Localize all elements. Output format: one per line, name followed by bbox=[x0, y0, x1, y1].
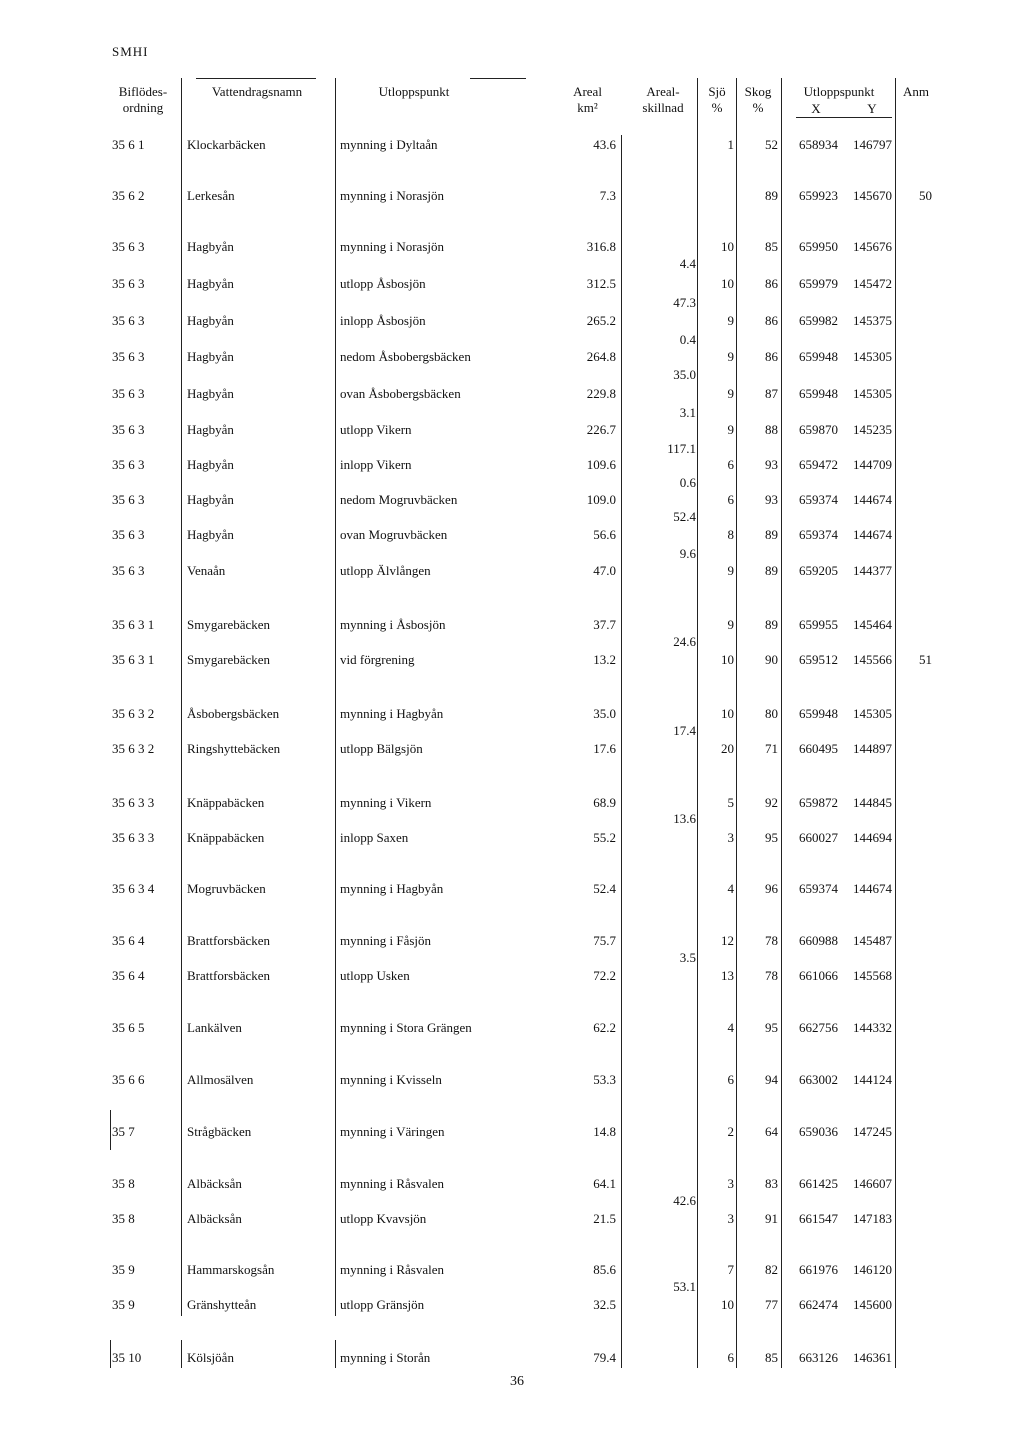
outlet-point-cell: mynning i Storån bbox=[340, 1350, 431, 1365]
col-x-header: X bbox=[811, 101, 821, 116]
order-cell: 35 6 3 bbox=[112, 563, 145, 578]
area-cell: 265.2 bbox=[586, 313, 616, 328]
lake-percent-cell: 4 bbox=[727, 1020, 734, 1035]
coord-y-cell: 144377 bbox=[853, 563, 892, 578]
outlet-point-cell: utlopp Åsbosjön bbox=[340, 276, 426, 291]
coord-y-cell: 144124 bbox=[853, 1072, 892, 1087]
forest-percent-cell: 94 bbox=[765, 1072, 778, 1087]
area-cell: 68.9 bbox=[593, 795, 616, 810]
stream-name-cell: Strågbäcken bbox=[187, 1124, 252, 1139]
coord-x-cell: 659979 bbox=[799, 276, 838, 291]
coord-x-cell: 658934 bbox=[799, 137, 838, 152]
lake-percent-cell: 9 bbox=[727, 349, 734, 364]
order-cell: 35 6 3 2 bbox=[112, 706, 155, 721]
coord-y-cell: 144897 bbox=[853, 741, 892, 756]
coord-x-cell: 661425 bbox=[799, 1176, 838, 1191]
lake-percent-cell: 6 bbox=[727, 1350, 734, 1365]
area-diff-cell: 52.4 bbox=[673, 509, 696, 524]
outlet-point-cell: utlopp Usken bbox=[340, 968, 410, 983]
order-cell: 35 6 3 bbox=[112, 276, 145, 291]
lake-percent-cell: 6 bbox=[727, 1072, 734, 1087]
coord-y-cell: 145305 bbox=[853, 706, 892, 721]
forest-percent-cell: 52 bbox=[765, 137, 778, 152]
lake-percent-cell: 9 bbox=[727, 313, 734, 328]
area-cell: 7.3 bbox=[599, 188, 616, 203]
lake-percent-cell: 4 bbox=[727, 881, 734, 896]
area-cell: 32.5 bbox=[593, 1297, 616, 1312]
forest-percent-cell: 77 bbox=[765, 1297, 778, 1312]
outlet-point-cell: nedom Mogruvbäcken bbox=[340, 492, 458, 507]
outlet-point-cell: mynning i Råsvalen bbox=[340, 1262, 444, 1277]
coord-x-cell: 659923 bbox=[799, 188, 838, 203]
header-rule bbox=[796, 117, 892, 118]
area-diff-cell: 17.4 bbox=[673, 723, 696, 738]
area-diff-cell: 0.4 bbox=[679, 332, 696, 347]
order-cell: 35 6 1 bbox=[112, 137, 145, 152]
outlet-point-cell: mynning i Hagbyån bbox=[340, 706, 444, 721]
lake-percent-cell: 3 bbox=[727, 1176, 734, 1191]
coord-x-cell: 661066 bbox=[799, 968, 838, 983]
lake-percent-cell: 13 bbox=[721, 968, 734, 983]
coord-x-cell: 659955 bbox=[799, 617, 838, 632]
stream-name-cell: Hagbyån bbox=[187, 457, 234, 472]
col-name-header: Vattendragsnamn bbox=[211, 84, 303, 99]
area-diff-cell: 3.1 bbox=[679, 405, 696, 420]
coord-x-cell: 659472 bbox=[799, 457, 838, 472]
order-cell: 35 6 3 bbox=[112, 386, 145, 401]
area-diff-cell: 0.6 bbox=[679, 475, 696, 490]
coord-y-cell: 145305 bbox=[853, 386, 892, 401]
order-cell: 35 6 5 bbox=[112, 1020, 145, 1035]
outlet-point-cell: mynning i Åsbosjön bbox=[340, 617, 446, 632]
col-y-header: Y bbox=[867, 101, 877, 116]
note-cell: 50 bbox=[919, 188, 932, 203]
coord-y-cell: 144845 bbox=[853, 795, 892, 810]
coord-y-cell: 145235 bbox=[853, 422, 892, 437]
coord-y-cell: 144674 bbox=[853, 881, 892, 896]
lake-percent-cell: 2 bbox=[727, 1124, 734, 1139]
coord-x-cell: 660988 bbox=[799, 933, 838, 948]
coord-x-cell: 662756 bbox=[799, 1020, 838, 1035]
lake-percent-cell: 8 bbox=[727, 527, 734, 542]
stream-name-cell: Kölsjöån bbox=[187, 1350, 234, 1365]
column-divider bbox=[335, 78, 336, 1316]
area-cell: 64.1 bbox=[593, 1176, 616, 1191]
order-cell: 35 9 bbox=[112, 1262, 135, 1277]
area-cell: 79.4 bbox=[593, 1350, 616, 1365]
forest-percent-cell: 83 bbox=[765, 1176, 778, 1191]
coord-y-cell: 145670 bbox=[853, 188, 892, 203]
forest-percent-cell: 93 bbox=[765, 492, 778, 507]
area-cell: 17.6 bbox=[593, 741, 616, 756]
coord-y-cell: 146797 bbox=[853, 137, 892, 152]
outlet-point-cell: mynning i Kvisseln bbox=[340, 1072, 442, 1087]
outlet-point-cell: utlopp Kvavsjön bbox=[340, 1211, 427, 1226]
forest-percent-cell: 92 bbox=[765, 795, 778, 810]
lake-percent-cell: 10 bbox=[721, 239, 734, 254]
outlet-point-cell: utlopp Älvlången bbox=[340, 563, 431, 578]
forest-percent-cell: 91 bbox=[765, 1211, 778, 1226]
area-cell: 14.8 bbox=[593, 1124, 616, 1139]
stream-name-cell: Hagbyån bbox=[187, 492, 234, 507]
lake-percent-cell: 9 bbox=[727, 563, 734, 578]
column-divider bbox=[335, 1340, 336, 1368]
column-divider bbox=[895, 78, 896, 1368]
stream-name-cell: Albäcksån bbox=[187, 1176, 242, 1191]
coord-x-cell: 660027 bbox=[799, 830, 838, 845]
area-cell: 47.0 bbox=[593, 563, 616, 578]
area-cell: 75.7 bbox=[593, 933, 616, 948]
stream-name-cell: Hammarskogsån bbox=[187, 1262, 275, 1277]
area-cell: 56.6 bbox=[593, 527, 616, 542]
forest-percent-cell: 90 bbox=[765, 652, 778, 667]
order-cell: 35 6 3 3 bbox=[112, 795, 155, 810]
area-cell: 109.0 bbox=[586, 492, 616, 507]
area-cell: 85.6 bbox=[593, 1262, 616, 1277]
order-cell: 35 6 3 4 bbox=[112, 881, 155, 896]
forest-percent-cell: 82 bbox=[765, 1262, 778, 1277]
coord-y-cell: 145472 bbox=[853, 276, 892, 291]
stream-name-cell: Lankälven bbox=[187, 1020, 242, 1035]
coord-y-cell: 144674 bbox=[853, 492, 892, 507]
coord-x-cell: 659870 bbox=[799, 422, 838, 437]
stream-name-cell: Hagbyån bbox=[187, 422, 234, 437]
col-coords-header: Utloppspunkt bbox=[803, 84, 875, 99]
coord-x-cell: 659948 bbox=[799, 349, 838, 364]
coord-x-cell: 661547 bbox=[799, 1211, 838, 1226]
order-cell: 35 6 3 bbox=[112, 239, 145, 254]
area-diff-cell: 42.6 bbox=[673, 1193, 696, 1208]
order-cell: 35 6 3 1 bbox=[112, 617, 155, 632]
coord-y-cell: 145600 bbox=[853, 1297, 892, 1312]
coord-x-cell: 659948 bbox=[799, 386, 838, 401]
lake-percent-cell: 6 bbox=[727, 457, 734, 472]
coord-x-cell: 659872 bbox=[799, 795, 838, 810]
outlet-point-cell: ovan Mogruvbäcken bbox=[340, 527, 448, 542]
area-diff-cell: 13.6 bbox=[673, 811, 696, 826]
area-diff-cell: 4.4 bbox=[679, 256, 696, 271]
coord-y-cell: 145305 bbox=[853, 349, 892, 364]
forest-percent-cell: 89 bbox=[765, 527, 778, 542]
lake-percent-cell: 3 bbox=[727, 1211, 734, 1226]
coord-x-cell: 659950 bbox=[799, 239, 838, 254]
coord-y-cell: 144332 bbox=[853, 1020, 892, 1035]
forest-percent-cell: 86 bbox=[765, 349, 778, 364]
forest-percent-cell: 89 bbox=[765, 188, 778, 203]
lake-percent-cell: 9 bbox=[727, 386, 734, 401]
stream-name-cell: Lerkesån bbox=[187, 188, 235, 203]
stream-name-cell: Hagbyån bbox=[187, 276, 234, 291]
stream-name-cell: Klockarbäcken bbox=[187, 137, 266, 152]
forest-percent-cell: 89 bbox=[765, 563, 778, 578]
coord-y-cell: 144694 bbox=[853, 830, 892, 845]
forest-percent-cell: 95 bbox=[765, 830, 778, 845]
stream-name-cell: Albäcksån bbox=[187, 1211, 242, 1226]
coord-x-cell: 661976 bbox=[799, 1262, 838, 1277]
area-diff-cell: 35.0 bbox=[673, 367, 696, 382]
order-cell: 35 6 3 bbox=[112, 422, 145, 437]
stream-name-cell: Knäppabäcken bbox=[187, 795, 265, 810]
stream-name-cell: Mogruvbäcken bbox=[187, 881, 266, 896]
coord-x-cell: 659374 bbox=[799, 881, 838, 896]
stream-name-cell: Brattforsbäcken bbox=[187, 968, 271, 983]
stream-name-cell: Brattforsbäcken bbox=[187, 933, 271, 948]
area-diff-cell: 9.6 bbox=[679, 546, 696, 561]
outlet-point-cell: utlopp Vikern bbox=[340, 422, 412, 437]
column-divider bbox=[781, 78, 782, 1368]
col-area-diff-header: Areal- skillnad bbox=[642, 84, 684, 115]
lake-percent-cell: 5 bbox=[727, 795, 734, 810]
order-cell: 35 6 3 bbox=[112, 527, 145, 542]
area-diff-cell: 3.5 bbox=[679, 950, 696, 965]
outlet-point-cell: ovan Åsbobergsbäcken bbox=[340, 386, 461, 401]
stream-name-cell: Hagbyån bbox=[187, 349, 234, 364]
order-cell: 35 6 4 bbox=[112, 933, 145, 948]
forest-percent-cell: 80 bbox=[765, 706, 778, 721]
forest-percent-cell: 78 bbox=[765, 968, 778, 983]
area-cell: 72.2 bbox=[593, 968, 616, 983]
lake-percent-cell: 3 bbox=[727, 830, 734, 845]
area-cell: 13.2 bbox=[593, 652, 616, 667]
outlet-point-cell: inlopp Åsbosjön bbox=[340, 313, 426, 328]
col-lake-header: Sjö % bbox=[708, 84, 726, 115]
outlet-point-cell: mynning i Dyltaån bbox=[340, 137, 438, 152]
order-cell: 35 6 3 bbox=[112, 349, 145, 364]
column-divider bbox=[697, 78, 698, 1368]
lake-percent-cell: 20 bbox=[721, 741, 734, 756]
coord-y-cell: 146361 bbox=[853, 1350, 892, 1365]
area-cell: 316.8 bbox=[586, 239, 616, 254]
stream-name-cell: Venaån bbox=[187, 563, 226, 578]
forest-percent-cell: 95 bbox=[765, 1020, 778, 1035]
page-number: 36 bbox=[510, 1374, 524, 1389]
lake-percent-cell: 9 bbox=[727, 617, 734, 632]
lake-percent-cell: 10 bbox=[721, 652, 734, 667]
coord-y-cell: 147245 bbox=[853, 1124, 892, 1139]
area-cell: 264.8 bbox=[586, 349, 616, 364]
coord-x-cell: 659512 bbox=[799, 652, 838, 667]
forest-percent-cell: 85 bbox=[765, 1350, 778, 1365]
forest-percent-cell: 64 bbox=[765, 1124, 778, 1139]
coord-y-cell: 145568 bbox=[853, 968, 892, 983]
forest-percent-cell: 96 bbox=[765, 881, 778, 896]
coord-y-cell: 147183 bbox=[853, 1211, 892, 1226]
coord-y-cell: 144674 bbox=[853, 527, 892, 542]
order-cell: 35 7 bbox=[112, 1124, 135, 1139]
forest-percent-cell: 86 bbox=[765, 276, 778, 291]
area-cell: 43.6 bbox=[593, 137, 616, 152]
order-cell: 35 8 bbox=[112, 1211, 135, 1226]
lake-percent-cell: 10 bbox=[721, 1297, 734, 1312]
outlet-point-cell: mynning i Vikern bbox=[340, 795, 432, 810]
stream-name-cell: Hagbyån bbox=[187, 527, 234, 542]
order-cell: 35 6 3 bbox=[112, 457, 145, 472]
outlet-point-cell: mynning i Stora Grängen bbox=[340, 1020, 472, 1035]
forest-percent-cell: 86 bbox=[765, 313, 778, 328]
outlet-point-cell: mynning i Hagbyån bbox=[340, 881, 444, 896]
coord-x-cell: 659374 bbox=[799, 527, 838, 542]
column-divider bbox=[110, 1110, 111, 1150]
forest-percent-cell: 89 bbox=[765, 617, 778, 632]
col-forest-header: Skog % bbox=[744, 84, 772, 115]
area-diff-cell: 53.1 bbox=[673, 1279, 696, 1294]
lake-percent-cell: 9 bbox=[727, 422, 734, 437]
column-divider bbox=[181, 78, 182, 1316]
area-diff-cell: 117.1 bbox=[667, 441, 696, 456]
coord-y-cell: 145464 bbox=[853, 617, 892, 632]
order-cell: 35 9 bbox=[112, 1297, 135, 1312]
outlet-point-cell: inlopp Saxen bbox=[340, 830, 409, 845]
forest-percent-cell: 78 bbox=[765, 933, 778, 948]
stream-name-cell: Hagbyån bbox=[187, 313, 234, 328]
area-cell: 229.8 bbox=[586, 386, 616, 401]
stream-name-cell: Hagbyån bbox=[187, 386, 234, 401]
order-cell: 35 8 bbox=[112, 1176, 135, 1191]
lake-percent-cell: 1 bbox=[727, 137, 734, 152]
coord-x-cell: 663126 bbox=[799, 1350, 838, 1365]
area-cell: 53.3 bbox=[593, 1072, 616, 1087]
outlet-point-cell: mynning i Väringen bbox=[340, 1124, 445, 1139]
stream-name-cell: Ringshyttebäcken bbox=[187, 741, 281, 756]
lake-percent-cell: 12 bbox=[721, 933, 734, 948]
outlet-point-cell: inlopp Vikern bbox=[340, 457, 412, 472]
area-diff-cell: 24.6 bbox=[673, 634, 696, 649]
area-cell: 21.5 bbox=[593, 1211, 616, 1226]
column-divider bbox=[181, 1340, 182, 1368]
forest-percent-cell: 71 bbox=[765, 741, 778, 756]
stream-name-cell: Smygarebäcken bbox=[187, 652, 271, 667]
forest-percent-cell: 93 bbox=[765, 457, 778, 472]
outlet-point-cell: vid förgrening bbox=[340, 652, 415, 667]
coord-y-cell: 145487 bbox=[853, 933, 892, 948]
outlet-point-cell: utlopp Bälgsjön bbox=[340, 741, 423, 756]
coord-x-cell: 659374 bbox=[799, 492, 838, 507]
area-cell: 52.4 bbox=[593, 881, 616, 896]
area-cell: 37.7 bbox=[593, 617, 616, 632]
coord-y-cell: 146120 bbox=[853, 1262, 892, 1277]
outlet-point-cell: mynning i Råsvalen bbox=[340, 1176, 444, 1191]
forest-percent-cell: 88 bbox=[765, 422, 778, 437]
stream-name-cell: Allmosälven bbox=[187, 1072, 254, 1087]
outlet-point-cell: mynning i Fåsjön bbox=[340, 933, 432, 948]
column-divider bbox=[736, 78, 737, 1368]
outlet-point-cell: mynning i Norasjön bbox=[340, 188, 444, 203]
coord-x-cell: 659948 bbox=[799, 706, 838, 721]
lake-percent-cell: 10 bbox=[721, 276, 734, 291]
header-rule bbox=[470, 78, 526, 79]
col-outlet-header: Utloppspunkt bbox=[378, 84, 450, 99]
coord-y-cell: 145375 bbox=[853, 313, 892, 328]
forest-percent-cell: 87 bbox=[765, 386, 778, 401]
coord-x-cell: 663002 bbox=[799, 1072, 838, 1087]
order-cell: 35 10 bbox=[112, 1350, 142, 1365]
column-divider bbox=[621, 135, 622, 1368]
order-cell: 35 6 4 bbox=[112, 968, 145, 983]
stream-name-cell: Hagbyån bbox=[187, 239, 234, 254]
coord-x-cell: 659205 bbox=[799, 563, 838, 578]
stream-name-cell: Gränshytteån bbox=[187, 1297, 257, 1312]
col-area-header: Areal km² bbox=[573, 84, 602, 115]
coord-y-cell: 144709 bbox=[853, 457, 892, 472]
coord-y-cell: 145566 bbox=[853, 652, 892, 667]
order-cell: 35 6 3 3 bbox=[112, 830, 155, 845]
area-cell: 109.6 bbox=[586, 457, 616, 472]
order-cell: 35 6 3 2 bbox=[112, 741, 155, 756]
lake-percent-cell: 6 bbox=[727, 492, 734, 507]
coord-y-cell: 145676 bbox=[853, 239, 892, 254]
area-diff-cell: 47.3 bbox=[673, 295, 696, 310]
stream-name-cell: Knäppabäcken bbox=[187, 830, 265, 845]
col-note-header: Anm bbox=[903, 84, 929, 99]
coord-x-cell: 659982 bbox=[799, 313, 838, 328]
order-cell: 35 6 2 bbox=[112, 188, 145, 203]
coord-y-cell: 146607 bbox=[853, 1176, 892, 1191]
order-cell: 35 6 3 1 bbox=[112, 652, 155, 667]
outlet-point-cell: mynning i Norasjön bbox=[340, 239, 444, 254]
lake-percent-cell: 7 bbox=[727, 1262, 734, 1277]
area-cell: 62.2 bbox=[593, 1020, 616, 1035]
area-cell: 312.5 bbox=[586, 276, 616, 291]
area-cell: 226.7 bbox=[586, 422, 616, 437]
forest-percent-cell: 85 bbox=[765, 239, 778, 254]
header-rule bbox=[196, 78, 316, 79]
lake-percent-cell: 10 bbox=[721, 706, 734, 721]
order-cell: 35 6 3 bbox=[112, 313, 145, 328]
area-cell: 35.0 bbox=[593, 706, 616, 721]
outlet-point-cell: nedom Åsbobergsbäcken bbox=[340, 349, 471, 364]
order-cell: 35 6 3 bbox=[112, 492, 145, 507]
coord-x-cell: 662474 bbox=[799, 1297, 838, 1312]
stream-name-cell: Åsbobergsbäcken bbox=[187, 706, 280, 721]
stream-name-cell: Smygarebäcken bbox=[187, 617, 271, 632]
coord-x-cell: 659036 bbox=[799, 1124, 838, 1139]
note-cell: 51 bbox=[919, 652, 932, 667]
org-label: SMHI bbox=[112, 44, 149, 59]
area-cell: 55.2 bbox=[593, 830, 616, 845]
coord-x-cell: 660495 bbox=[799, 741, 838, 756]
outlet-point-cell: utlopp Gränsjön bbox=[340, 1297, 425, 1312]
col-order-header: Biflödes- ordning bbox=[118, 84, 168, 115]
order-cell: 35 6 6 bbox=[112, 1072, 145, 1087]
column-divider bbox=[110, 1340, 111, 1368]
